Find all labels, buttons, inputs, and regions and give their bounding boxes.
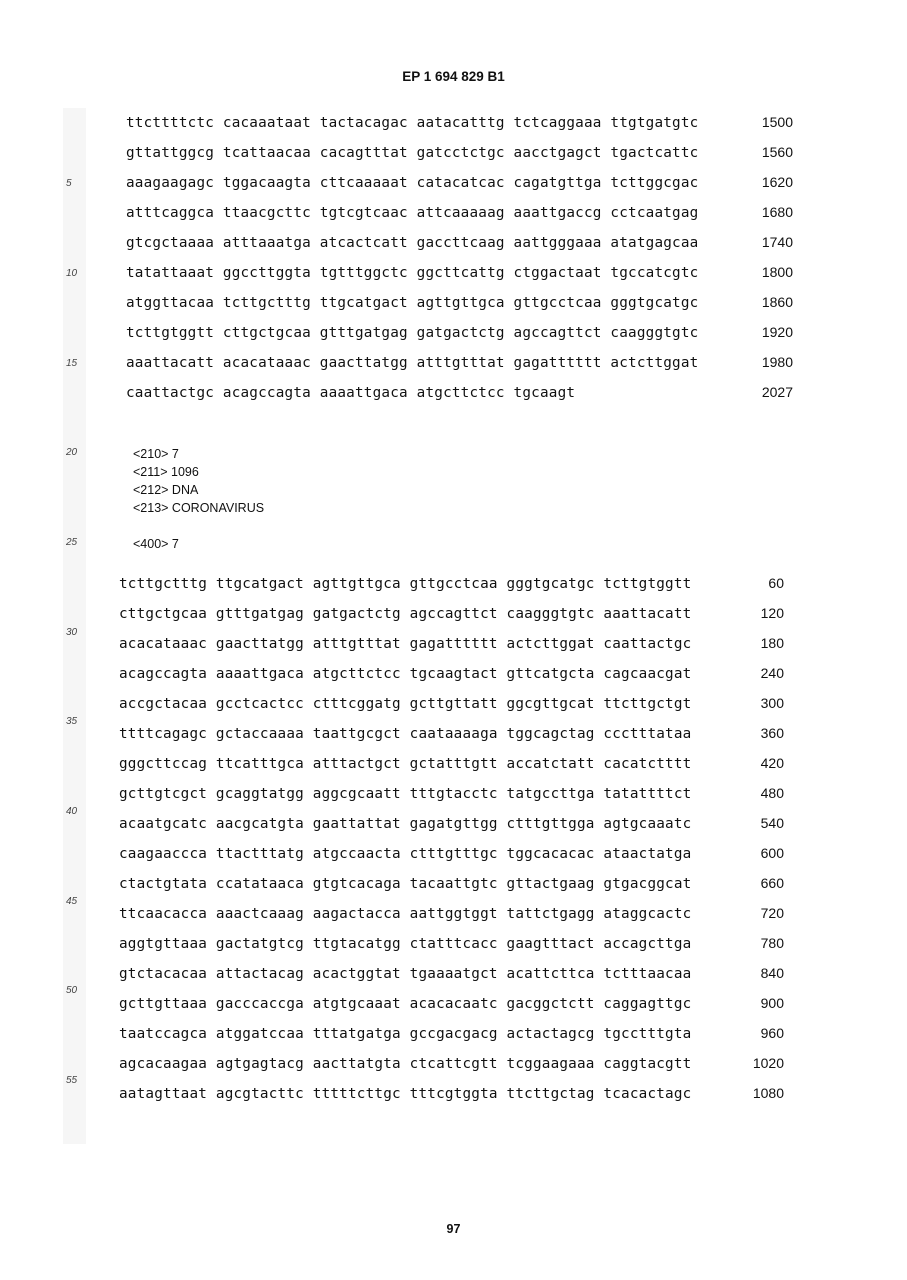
sequence-row: taatccagca atggatccaa tttatgatga gccgacgacg actactagcg tgcctttgta [119, 1026, 692, 1042]
margin-line-number: 10 [66, 268, 78, 279]
sequence-row: acaatgcatc aacgcatgta gaattattat gagatgttgg ctttgttgga agtgcaaatc [119, 816, 692, 832]
sequence-row: ttttcagagc gctaccaaaa taattgcgct caataaaaga tggcagctag ccctttataa [119, 726, 692, 742]
sequence-row: ctactgtata ccatataaca gtgtcacaga tacaattgtc gttactgaag gtgacggcat [119, 876, 692, 892]
sequence-row: agcacaagaa agtgagtacg aacttatgta ctcattcgtt tcggaagaaa caggtacgtt [119, 1056, 692, 1072]
sequence-row: cttgctgcaa gtttgatgag gatgactctg agccagttct caagggtgtc aaattacatt [119, 606, 692, 622]
margin-line-number: 5 [66, 178, 72, 189]
margin-line-number: 25 [66, 537, 78, 548]
sequence-position: 900 [760, 995, 784, 1011]
sequence-row: tcttgtggtt cttgctgcaa gtttgatgag gatgactctg agccagttct caagggtgtc [126, 325, 699, 341]
field-400: <400> 7 [133, 537, 179, 551]
sequence-row: gcttgttaaa gacccaccga atgtgcaaat acacacaatc gacggctctt caggagttgc [119, 996, 692, 1012]
sequence-position: 1800 [761, 264, 793, 280]
sequence-row: caattactgc acagccagta aaaattgaca atgcttctcc tgcaagt [126, 385, 576, 401]
sequence-position: 2027 [761, 384, 793, 400]
margin-line-number: 55 [66, 1075, 78, 1086]
field-210: <210> 7 [133, 447, 179, 461]
margin-line-number: 20 [66, 447, 78, 458]
sequence-position: 1980 [761, 354, 793, 370]
sequence-position: 840 [760, 965, 784, 981]
sequence-position: 1560 [761, 144, 793, 160]
sequence-position: 360 [760, 725, 784, 741]
sequence-position: 1080 [752, 1085, 784, 1101]
margin-line-number: 50 [66, 985, 78, 996]
sequence-row: accgctacaa gcctcactcc ctttcggatg gcttgttatt ggcgttgcat ttcttgctgt [119, 696, 692, 712]
sequence-row: aaattacatt acacataaac gaacttatgg atttgtttat gagatttttt actcttggat [126, 355, 699, 371]
sequence-row: aatagttaat agcgtacttc tttttcttgc tttcgtggta ttcttgctag tcacactagc [119, 1086, 692, 1102]
sequence-position: 1500 [761, 114, 793, 130]
sequence-position: 300 [760, 695, 784, 711]
sequence-row: tatattaaat ggccttggta tgtttggctc ggcttcattg ctggactaat tgccatcgtc [126, 265, 699, 281]
sequence-row: gttattggcg tcattaacaa cacagtttat gatcctctgc aacctgagct tgactcattc [126, 145, 699, 161]
sequence-row: gtctacacaa attactacag acactggtat tgaaaatgct acattcttca tctttaacaa [119, 966, 692, 982]
margin-line-number: 15 [66, 358, 78, 369]
sequence-position: 240 [760, 665, 784, 681]
field-212: <212> DNA [133, 483, 199, 497]
sequence-position: 1620 [761, 174, 793, 190]
sequence-row: gtcgctaaaa atttaaatga atcactcatt gaccttcaag aattgggaaa atatgagcaa [126, 235, 699, 251]
sequence-position: 1020 [752, 1055, 784, 1071]
margin-line-number: 30 [66, 627, 78, 638]
sequence-row: tcttgctttg ttgcatgact agttgttgca gttgcctcaa gggtgcatgc tcttgtggtt [119, 576, 692, 592]
sequence-position: 660 [760, 875, 784, 891]
sequence-row: atttcaggca ttaacgcttc tgtcgtcaac attcaaaaag aaattgaccg cctcaatgag [126, 205, 699, 221]
sequence-row: aggtgttaaa gactatgtcg ttgtacatgg ctatttcacc gaagtttact accagcttga [119, 936, 692, 952]
sequence-position: 1680 [761, 204, 793, 220]
sequence-position: 540 [760, 815, 784, 831]
sequence-row: acagccagta aaaattgaca atgcttctcc tgcaagtact gttcatgcta cagcaacgat [119, 666, 692, 682]
sequence-row: aaagaagagc tggacaagta cttcaaaaat catacatcac cagatgttga tcttggcgac [126, 175, 699, 191]
sequence-position: 1740 [761, 234, 793, 250]
page-header: EP 1 694 829 B1 [402, 69, 505, 84]
sequence-position: 120 [760, 605, 784, 621]
sequence-row: caagaaccca ttactttatg atgccaacta ctttgtttgc tggcacacac ataactatga [119, 846, 692, 862]
sequence-position: 780 [760, 935, 784, 951]
sequence-row: ttcaacacca aaactcaaag aagactacca aattggtggt tattctgagg ataggcactc [119, 906, 692, 922]
sequence-row: acacataaac gaacttatgg atttgtttat gagatttttt actcttggat caattactgc [119, 636, 692, 652]
sequence-row: atggttacaa tcttgctttg ttgcatgact agttgttgca gttgcctcaa gggtgcatgc [126, 295, 699, 311]
sequence-position: 1920 [761, 324, 793, 340]
sequence-row: gcttgtcgct gcaggtatgg aggcgcaatt tttgtacctc tatgccttga tatattttct [119, 786, 692, 802]
sequence-row: gggcttccag ttcatttgca atttactgct gctatttgtt accatctatt cacatctttt [119, 756, 692, 772]
field-211: <211> 1096 [133, 465, 199, 479]
field-213: <213> CORONAVIRUS [133, 501, 265, 515]
sequence-position: 600 [760, 845, 784, 861]
margin-line-number: 45 [66, 896, 78, 907]
page-number: 97 [446, 1222, 461, 1236]
sequence-row: ttcttttctc cacaaataat tactacagac aatacatttg tctcaggaaa ttgtgatgtc [126, 115, 699, 131]
sequence-position: 420 [760, 755, 784, 771]
sequence-position: 960 [760, 1025, 784, 1041]
sequence-position: 720 [760, 905, 784, 921]
margin-line-number: 40 [66, 806, 78, 817]
margin-line-number: 35 [66, 716, 78, 727]
sequence-position: 60 [768, 575, 784, 591]
sequence-position: 1860 [761, 294, 793, 310]
sequence-position: 480 [760, 785, 784, 801]
sequence-position: 180 [760, 635, 784, 651]
